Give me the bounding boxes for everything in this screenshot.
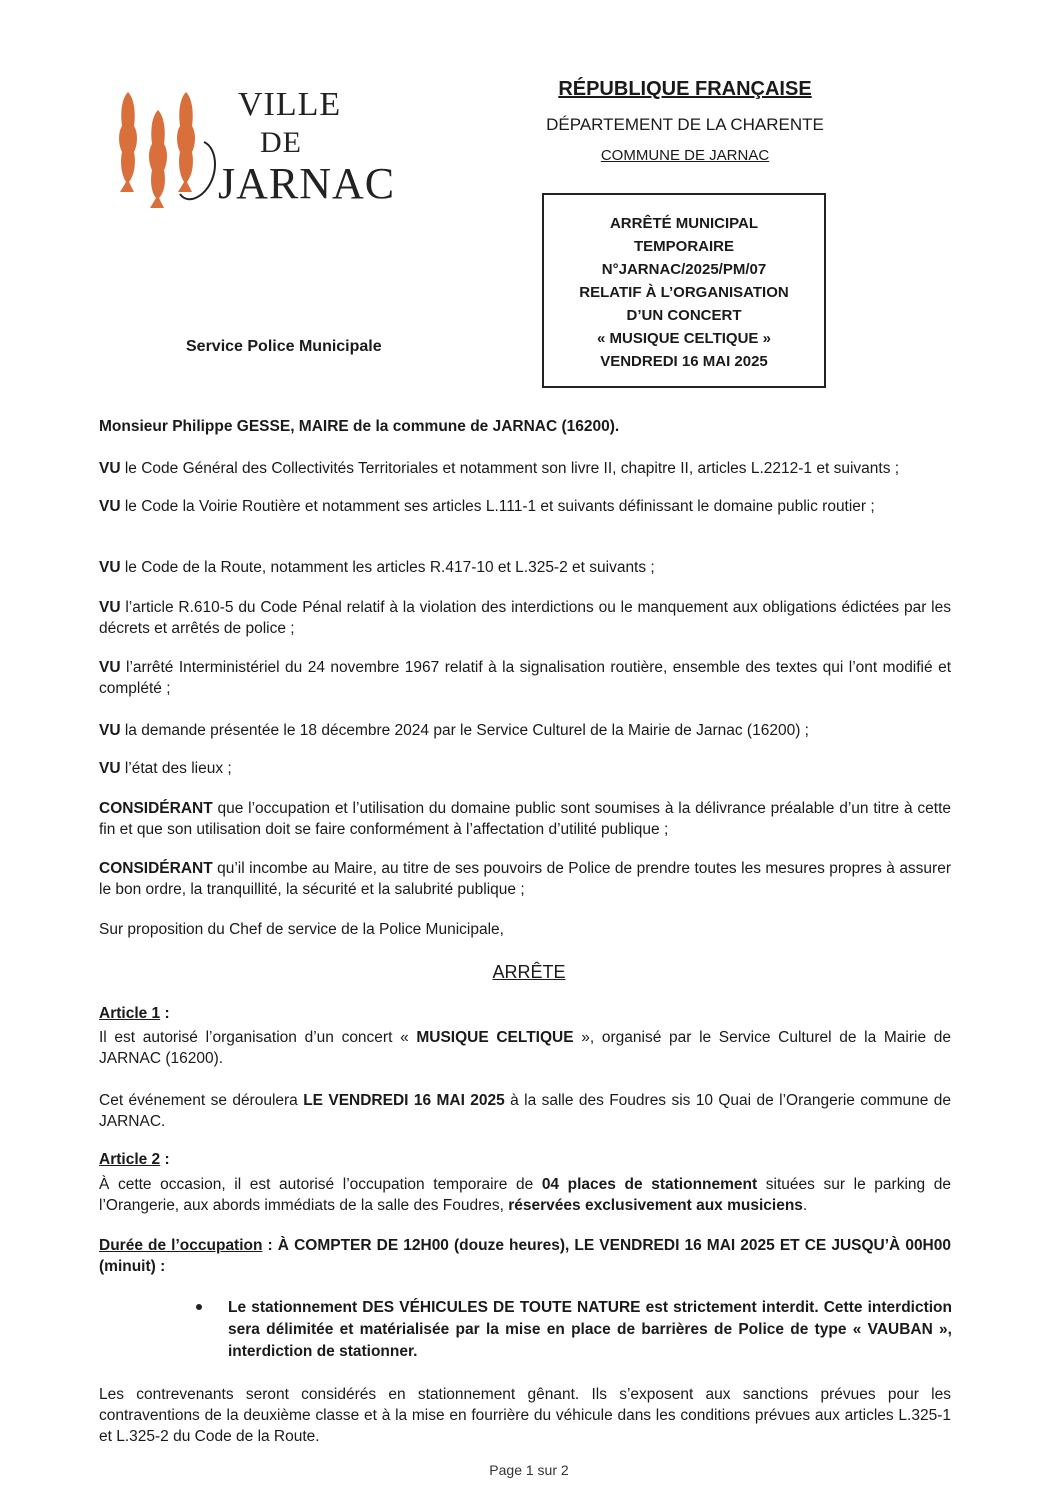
- logo-line-de: DE: [260, 126, 302, 159]
- title-line: « MUSIQUE CELTIQUE »: [597, 330, 771, 347]
- article-2-heading: [99, 1149, 951, 1170]
- visa-paragraph: [99, 720, 951, 741]
- service-label: Service Police Municipale: [186, 338, 382, 355]
- visa-text: l’état des lieux ;: [120, 760, 232, 777]
- logo-line-ville: VILLE: [238, 86, 342, 123]
- intro-paragraph: Monsieur Philippe GESSE, MAIRE de la commune de JARNAC (16200).: [99, 418, 620, 435]
- duree-label: Durée de l’occupation: [99, 1237, 263, 1254]
- text-run: À cette occasion, il est autorisé l’occupation temporaire de: [99, 1176, 542, 1193]
- considerant-lead: CONSIDÉRANT: [99, 860, 213, 877]
- visa-lead: VU: [99, 599, 121, 616]
- bullet-paragraph: Le stationnement DES VÉHICULES DE TOUTE NATURE est strictement interdit. Cette interdiction sera délimitée et matérialisée par la mise en place de barrières de Police de type « VAUBAN », interdiction de stationner.: [228, 1299, 952, 1360]
- text-run: .: [802, 1197, 808, 1214]
- visa-lead: VU: [99, 460, 121, 477]
- republique-heading: RÉPUBLIQUE FRANÇAISE: [558, 78, 812, 100]
- arrete-title-box: [542, 193, 826, 388]
- text-run: », organisé par le Service Culturel de la Mairie de JARNAC (16200).: [99, 1029, 951, 1067]
- event-date: LE VENDREDI 16 MAI 2025: [303, 1092, 505, 1109]
- proposition-paragraph: Sur proposition du Chef de service de la Police Municipale,: [99, 921, 504, 938]
- article-1-paragraph-1: [99, 1027, 951, 1069]
- article-1-colon: :: [160, 1005, 170, 1022]
- logo-line-jarnac: JARNAC: [218, 159, 396, 208]
- visa-lead: VU: [99, 760, 121, 777]
- title-line: D’UN CONCERT: [626, 307, 742, 324]
- jarnac-logo: [108, 82, 396, 212]
- visa-text: l’arrêté Interministériel du 24 novembre 1967 relatif à la signalisation routière, ensemble des textes qui l’ont modifié et complété ;: [99, 659, 951, 697]
- visa-text: le Code la Voirie Routière et notamment ses articles L.111-1 et suivants définissant le domaine public routier ;: [120, 498, 875, 515]
- event-name: MUSIQUE CELTIQUE: [416, 1029, 574, 1046]
- visa-lead: VU: [99, 559, 121, 576]
- considerant-paragraph: [99, 798, 951, 840]
- duree-text: : À COMPTER DE 12H00 (douze heures), LE VENDREDI 16 MAI 2025 ET CE JUSQU’À 00H00 (minuit) :: [99, 1237, 951, 1275]
- title-line: VENDREDI 16 MAI 2025: [600, 353, 768, 370]
- visa-paragraph: [99, 496, 951, 517]
- article-1-paragraph-2: [99, 1090, 951, 1132]
- bullet-icon: [196, 1304, 202, 1310]
- considerant-lead: CONSIDÉRANT: [99, 800, 213, 817]
- article-2-colon: :: [160, 1151, 170, 1168]
- visa-paragraph: [99, 597, 951, 639]
- text-run: à la salle des Foudres sis 10 Quai de l’Orangerie commune de JARNAC.: [99, 1092, 951, 1130]
- title-line: N°JARNAC/2025/PM/07: [601, 261, 767, 278]
- commune-heading: COMMUNE DE JARNAC: [600, 147, 770, 164]
- duree-paragraph: [99, 1235, 951, 1277]
- visa-paragraph: [99, 657, 951, 699]
- page-number: Page 1 sur 2: [489, 1462, 569, 1478]
- article-1-heading: [99, 1003, 951, 1024]
- visa-paragraph: [99, 557, 951, 578]
- text-run: Il est autorisé l’organisation d’un concert «: [99, 1029, 417, 1046]
- title-line: ARRÊTÉ MUNICIPAL: [609, 215, 759, 232]
- sanctions-paragraph: Les contrevenants seront considérés en stationnement gênant. Ils s’exposent aux sanctions prévues pour les contraventions de la deuxième classe et à la mise en fourrière du véhicule dans les conditions prévues aux articles L.325-1 et L.325-2 du Code de la Route.: [99, 1386, 951, 1445]
- considerant-paragraph: [99, 858, 951, 900]
- text-run: Cet événement se déroulera: [99, 1092, 304, 1109]
- title-line: RELATIF À L’ORGANISATION: [579, 284, 789, 301]
- fish-shapes: [119, 92, 195, 208]
- visa-text: le Code Général des Collectivités Territoriales et notamment son livre II, chapitre II, articles L.2212-1 et suivants ;: [120, 460, 900, 477]
- visa-lead: VU: [99, 659, 121, 676]
- arrete-heading: ARRÊTE: [492, 962, 566, 982]
- visa-paragraph: [99, 458, 951, 479]
- visa-paragraph: [99, 758, 951, 779]
- fish-emblem-icon: [108, 82, 218, 212]
- visa-lead: VU: [99, 498, 121, 515]
- title-line: TEMPORAIRE: [633, 238, 734, 255]
- visa-text: la demande présentée le 18 décembre 2024 par le Service Culturel de la Mairie de Jarnac (16200) ;: [120, 722, 809, 739]
- article-2-label: Article 2: [99, 1151, 161, 1168]
- article-1-label: Article 1: [99, 1005, 161, 1022]
- departement-heading: DÉPARTEMENT DE LA CHARENTE: [546, 115, 824, 134]
- article-2-paragraph: [99, 1174, 951, 1216]
- visa-lead: VU: [99, 722, 121, 739]
- places-count: 04 places de stationnement: [541, 1176, 758, 1193]
- considerant-text: que l’occupation et l’utilisation du domaine public sont soumises à la délivrance préalable d’un titre à cette fin et que son utilisation doit se faire conformément à l’affectation d’utilité publique ;: [99, 800, 951, 838]
- reservation-note: réservées exclusivement aux musiciens: [508, 1197, 803, 1214]
- considerant-text: qu’il incombe au Maire, au titre de ses pouvoirs de Police de prendre toutes les mesures propres à assurer le bon ordre, la tranquillité, la sécurité et la salubrité publique ;: [99, 860, 951, 898]
- text-run: situées sur le parking de l’Orangerie, aux abords immédiats de la salle des Foudres,: [99, 1176, 951, 1214]
- visa-text: l’article R.610-5 du Code Pénal relatif à la violation des interdictions ou le manquement aux obligations édictées par les décrets et arrêtés de police ;: [99, 599, 951, 637]
- visa-text: le Code de la Route, notamment les articles R.417-10 et L.325-2 et suivants ;: [120, 559, 655, 576]
